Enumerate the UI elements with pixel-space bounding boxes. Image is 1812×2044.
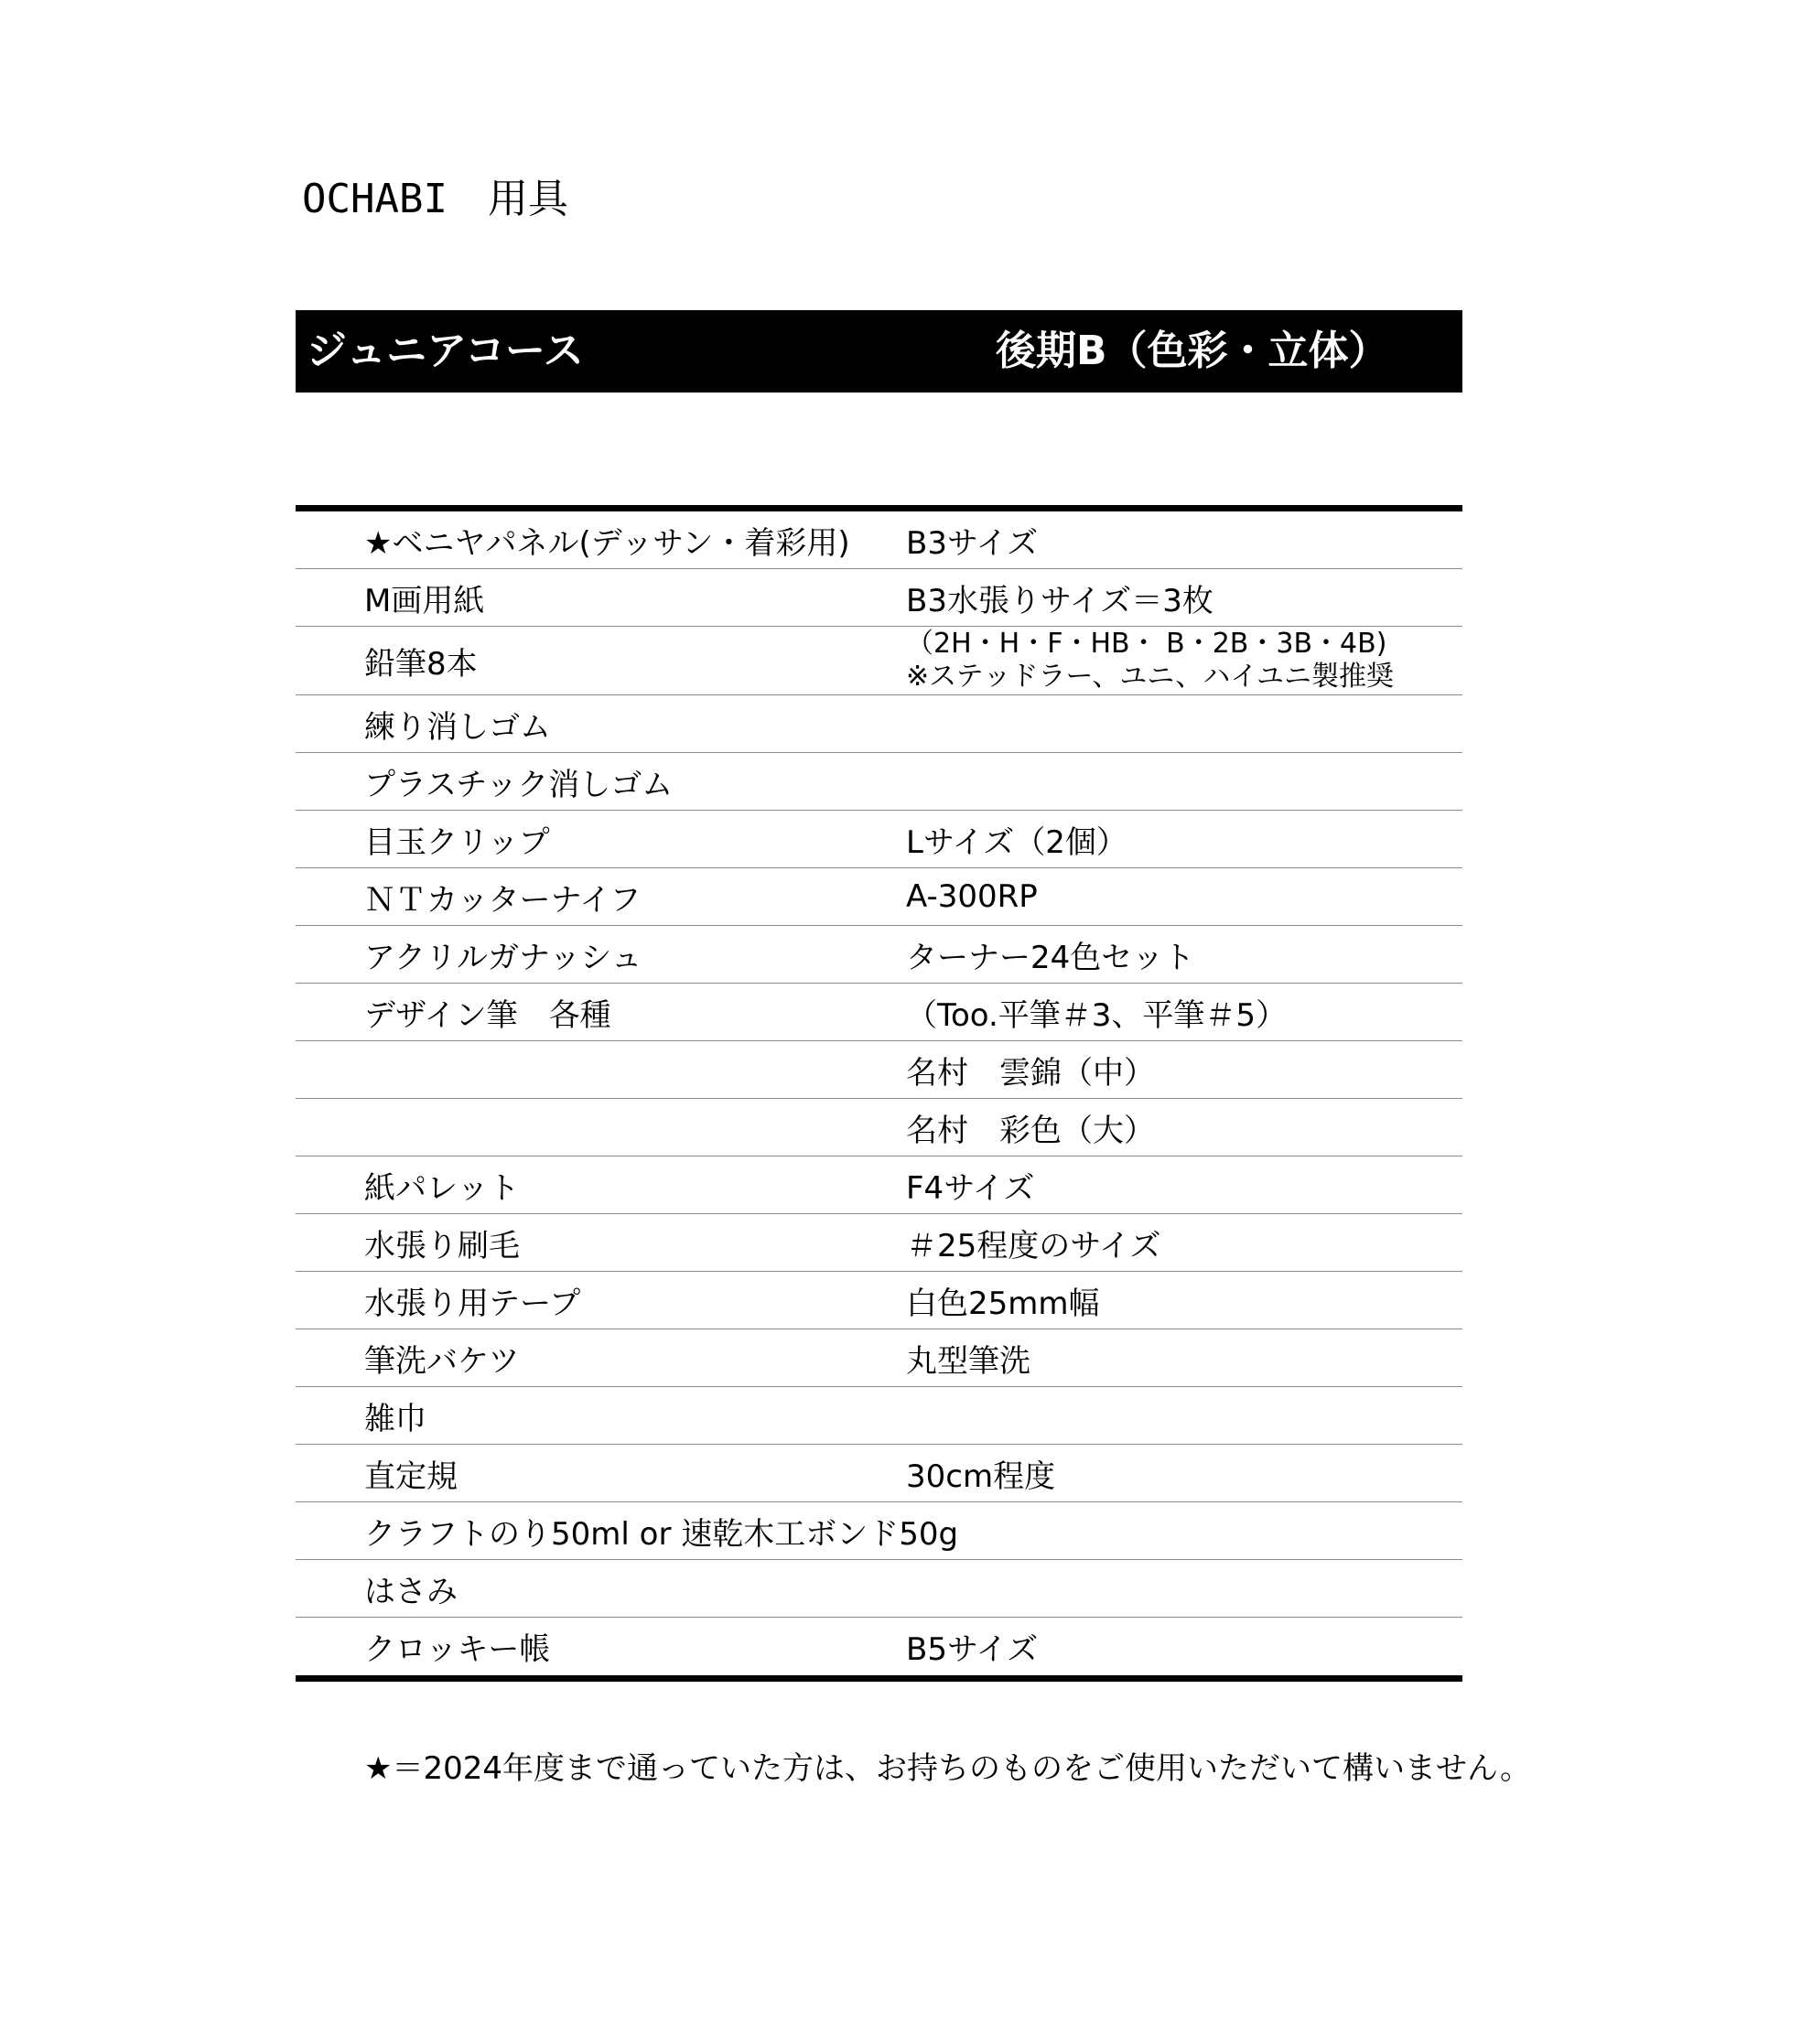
table-row bbox=[296, 627, 1462, 695]
supply-note-line: ※ステッドラー、ユニ、ハイユニ製推奨 bbox=[906, 661, 1395, 693]
supply-note bbox=[906, 811, 1127, 867]
supply-item: 水張り用テープ bbox=[364, 1285, 581, 1322]
supply-note bbox=[906, 1214, 1161, 1271]
supply-item: 直定規 bbox=[364, 1458, 458, 1495]
supply-note-line: F4サイズ bbox=[906, 1169, 1035, 1207]
table-row bbox=[296, 1387, 1462, 1445]
table-row bbox=[296, 1329, 1462, 1387]
supply-item: プラスチック消しゴム bbox=[364, 766, 674, 803]
supply-note bbox=[906, 926, 1194, 983]
supply-note bbox=[906, 1618, 1038, 1675]
supply-note-line: A-300RP bbox=[906, 878, 1038, 915]
course-name: ジュニアコース bbox=[307, 328, 584, 374]
table-row bbox=[296, 1445, 1462, 1502]
supply-note bbox=[906, 1156, 1034, 1213]
supply-note-line: B5サイズ bbox=[906, 1631, 1039, 1668]
table-row bbox=[296, 1041, 1462, 1099]
footnote: ★＝2024年度まで通っていた方は、お持ちのものをご使用いただいて構いません。 bbox=[364, 1750, 1532, 1787]
table-row bbox=[296, 1156, 1462, 1214]
table-row bbox=[296, 1560, 1462, 1618]
supply-item: アクリルガナッシュ bbox=[364, 939, 642, 976]
supply-item: ＮＴカッターナイフ bbox=[364, 881, 642, 919]
supply-note-line: 名村 彩色（大） bbox=[906, 1112, 1155, 1149]
supply-note-line: （Too.平筆＃3、平筆＃5） bbox=[906, 996, 1288, 1034]
supply-note-line: 白色25mm幅 bbox=[906, 1285, 1100, 1322]
supply-note-line: 30cm程度 bbox=[906, 1458, 1056, 1495]
supply-note bbox=[906, 984, 1287, 1040]
supply-item: クラフトのり50ml or 速乾木工ボンド50g bbox=[364, 1515, 959, 1553]
table-row bbox=[296, 695, 1462, 753]
table-row bbox=[296, 1099, 1462, 1156]
table-row bbox=[296, 868, 1462, 926]
supply-item: 雑巾 bbox=[364, 1400, 426, 1437]
supply-item: はさみ bbox=[364, 1573, 458, 1610]
table-row bbox=[296, 926, 1462, 984]
document-title: OCHABI 用具 bbox=[302, 176, 568, 222]
supply-note-line: 丸型筆洗 bbox=[906, 1342, 1030, 1380]
table-row bbox=[296, 753, 1462, 811]
supply-item: 紙パレット bbox=[364, 1169, 520, 1207]
table-row bbox=[296, 984, 1462, 1041]
supply-item: 練り消しゴム bbox=[364, 708, 551, 746]
supply-note bbox=[906, 569, 1213, 626]
supply-item: 鉛筆8本 bbox=[364, 645, 478, 683]
table-row bbox=[296, 1214, 1462, 1272]
supply-note bbox=[906, 1099, 1155, 1156]
supply-note bbox=[906, 511, 1038, 568]
table-row bbox=[296, 1502, 1462, 1560]
supply-note bbox=[906, 868, 1038, 925]
course-banner bbox=[296, 310, 1462, 393]
supply-item: クロッキー帳 bbox=[364, 1631, 551, 1668]
supply-note bbox=[906, 1445, 1055, 1501]
supply-note bbox=[906, 1329, 1030, 1386]
table-row bbox=[296, 511, 1462, 569]
supply-note-line: B3サイズ bbox=[906, 524, 1039, 562]
supply-note bbox=[906, 627, 1394, 694]
supply-item: ★ベニヤパネル(デッサン・着彩用) bbox=[364, 524, 850, 562]
supply-note-line: 名村 雲錦（中） bbox=[906, 1054, 1155, 1092]
supply-note-line: Lサイズ（2個） bbox=[906, 823, 1127, 861]
supply-note-line: B3水張りサイズ＝3枚 bbox=[906, 582, 1213, 619]
supply-item: デザイン筆 各種 bbox=[364, 996, 611, 1034]
table-row bbox=[296, 1618, 1462, 1675]
course-term: 後期B（色彩・立体） bbox=[996, 328, 1389, 374]
supply-note bbox=[906, 1041, 1155, 1098]
supply-item: M画用紙 bbox=[364, 582, 485, 619]
supply-item: 目玉クリップ bbox=[364, 823, 550, 861]
supplies-table bbox=[296, 505, 1462, 1682]
table-row bbox=[296, 569, 1462, 627]
supply-item: 水張り刷毛 bbox=[364, 1227, 520, 1264]
supply-note-line: （2H・H・F・HB・ B・2B・3B・4B) bbox=[906, 628, 1387, 660]
supply-item: 筆洗バケツ bbox=[364, 1342, 520, 1380]
supply-note bbox=[906, 1272, 1100, 1329]
table-row bbox=[296, 1272, 1462, 1329]
supply-note-line: ＃25程度のサイズ bbox=[906, 1227, 1161, 1264]
table-row bbox=[296, 811, 1462, 868]
supply-note-line: ターナー24色セット bbox=[906, 939, 1195, 976]
